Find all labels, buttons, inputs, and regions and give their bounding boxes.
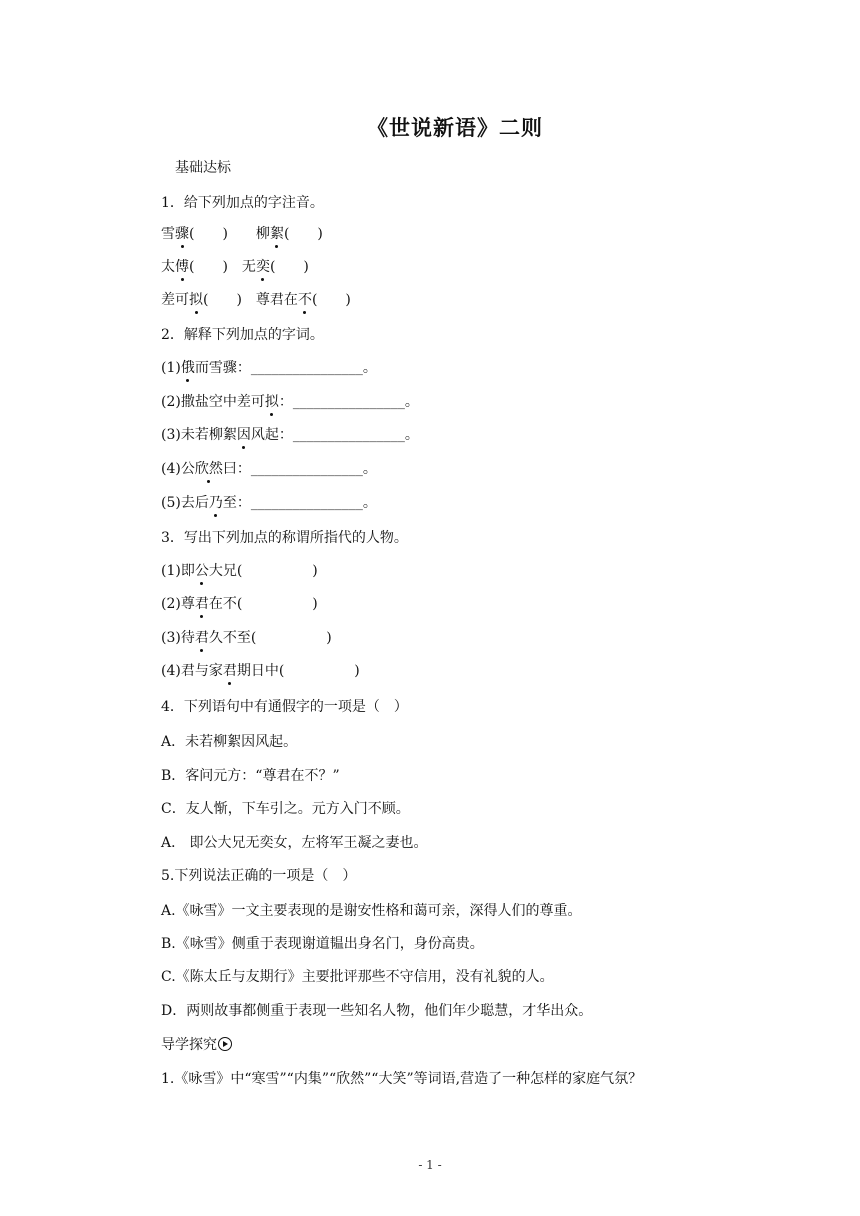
question-2-prompt: 2．解释下列加点的字词。	[161, 327, 324, 343]
dotted-char: 公	[194, 563, 209, 579]
section-heading-guided: 导学探究	[161, 1035, 232, 1055]
question-2-item-4: (4)公欣然曰：________________。	[161, 461, 377, 477]
dotted-char: 欣然	[194, 461, 223, 477]
question-1-row-2: 太傅( ) 无奕( )	[161, 259, 309, 275]
question-4-option-d: A． 即公大兄无奕女，左将军王凝之妻也。	[161, 835, 428, 851]
question-3-item-2: (2)尊君在不( )	[161, 596, 318, 612]
dotted-char: 君	[222, 663, 237, 679]
dotted-char: 俄	[180, 360, 195, 376]
question-2-item-5: (5)去后乃至：________________。	[161, 495, 377, 511]
page-title: 《世说新语》二则	[367, 116, 543, 140]
question-5-option-d: D．两则故事都侧重于表现一些知名人物，他们年少聪慧，才华出众。	[161, 1003, 593, 1019]
question-5-option-a: A.《咏雪》一文主要表现的是谢安性格和蔼可亲，深得人们的尊重。	[161, 903, 582, 919]
question-3-prompt: 3．写出下列加点的称谓所指代的人物。	[161, 530, 408, 546]
dotted-char: 不	[297, 292, 312, 308]
question-1-row-1: 雪骤( ) 柳絮( )	[161, 226, 323, 242]
guided-question-1: 1.《咏雪》中“寒雪”“内集”“欣然”“大笑”等词语,营造了一种怎样的家庭气氛？	[161, 1071, 643, 1087]
dotted-char: 絮	[269, 226, 284, 242]
dotted-char: 因	[236, 427, 251, 443]
question-1-prompt: 1．给下列加点的字注音。	[161, 195, 324, 211]
question-5-option-b: B.《咏雪》侧重于表现谢道韫出身名门，身份高贵。	[161, 936, 484, 952]
page-number: - 1 -	[418, 1158, 442, 1172]
dotted-char: 奕	[255, 259, 270, 275]
dotted-char: 拟	[189, 292, 203, 308]
question-5-prompt: 5.下列说法正确的一项是（ ）	[161, 868, 357, 884]
question-3-item-4: (4)君与家君期日中( )	[161, 663, 360, 679]
question-4-option-c: C．友人惭，下车引之。元方入门不顾。	[161, 801, 410, 817]
question-3-item-1: (1)即公大兄( )	[161, 563, 318, 579]
question-4-prompt: 4．下列语句中有通假字的一项是（ ）	[161, 699, 408, 715]
circle-arrow-icon	[218, 1037, 232, 1051]
dotted-char: 乃	[208, 495, 223, 511]
dotted-char: 君	[194, 630, 209, 646]
dotted-char: 傅	[175, 259, 189, 275]
question-3-item-3: (3)待君久不至( )	[161, 630, 332, 646]
dotted-char: 君	[194, 596, 209, 612]
question-2-item-1: (1)俄而雪骤：________________。	[161, 360, 377, 376]
question-2-item-2: (2)撒盐空中差可拟：________________。	[161, 394, 419, 410]
section-heading-basic: 基础达标	[175, 160, 231, 176]
question-2-item-3: (3)未若柳絮因风起：________________。	[161, 427, 419, 443]
dotted-char: 拟	[264, 394, 279, 410]
dotted-char: 骤	[175, 226, 189, 242]
question-5-option-c: C.《陈太丘与友期行》主要批评那些不守信用，没有礼貌的人。	[161, 969, 554, 985]
question-1-row-3: 差可拟( ) 尊君在不( )	[161, 292, 351, 308]
question-4-option-a: A．未若柳絮因风起。	[161, 734, 298, 750]
question-4-option-b: B．客问元方：“尊君在不？”	[161, 768, 340, 784]
